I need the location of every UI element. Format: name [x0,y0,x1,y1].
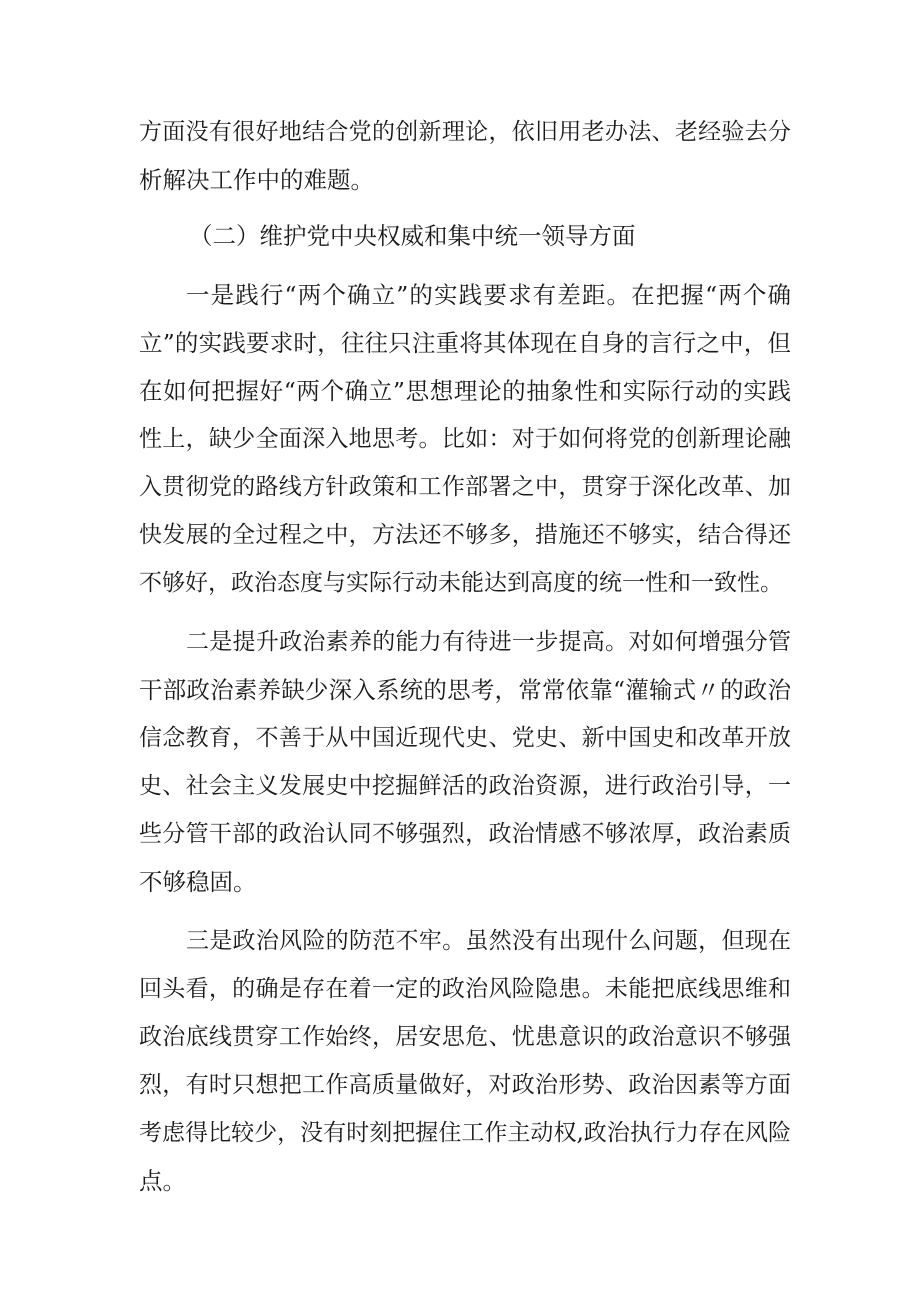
text-line: 政治底线贯穿工作始终，居安思危、忧患意识的政治意识不够强 [139,1024,791,1050]
paragraph [139,271,791,607]
document-body [139,108,791,1205]
text-line: 不够好，政治态度与实际行动未能达到高度的统一性和一致性。 [139,570,783,596]
text-line: 点。 [139,1167,186,1195]
text-line: 史、社会主义发展史中挖掘鲜活的政治资源，进行政治引导，一 [139,773,791,799]
paragraph [139,618,791,906]
text-line: 快发展的全过程之中，方法还不够多，措施还不够实，结合得还 [139,522,791,548]
paragraph [139,108,791,204]
text-line: 立”的实践要求时，往往只注重将其体现在自身的言行之中，但 [139,329,791,357]
text-line: 三是政治风险的防范不牢。虽然没有出现什么问题，但现在 [186,928,791,954]
text-line: 一是践行“两个确立”的实践要求有差距。在把握“两个确 [186,281,791,309]
text-line: 方面没有很好地结合党的创新理论，依旧用老办法、老经验去分 [139,119,791,145]
text-line: 性上，缺少全面深入地思考。比如：对于如何将党的创新理论融 [139,426,791,452]
text-line: 信念教育，不善于从中国近现代史、党史、新中国史和改革开放 [139,725,791,751]
text-line: 析解决工作中的难题。 [139,166,374,194]
text-line: 烈，有时只想把工作高质量做好，对政治形势、政治因素等方面 [139,1072,791,1098]
section-heading: （二）维护党中央权威和集中统一领导方面 [189,222,636,250]
text-line: 回头看，的确是存在着一定的政治风险隐患。未能把底线思维和 [139,976,791,1002]
paragraph [139,917,791,1205]
text-line: 不够稳固。 [139,868,257,896]
text-line: 二是提升政治素养的能力有待进一步提高。对如何增强分管 [186,629,791,655]
text-line: 些分管干部的政治认同不够强烈，政治情感不够浓厚，政治素质 [139,821,791,847]
text-line: 干部政治素养缺少深入系统的思考，常常依靠“灌输式〃的政治 [139,676,791,704]
text-line: 在如何把握好“两个确立”思想理论的抽象性和实际行动的实践 [139,377,791,405]
text-line: 考虑得比较少，没有时刻把握住工作主动权,政治执行力存在风险 [139,1120,791,1146]
text-line: 入贯彻党的路线方针政策和工作部署之中，贯穿于深化改革、加 [139,474,791,500]
